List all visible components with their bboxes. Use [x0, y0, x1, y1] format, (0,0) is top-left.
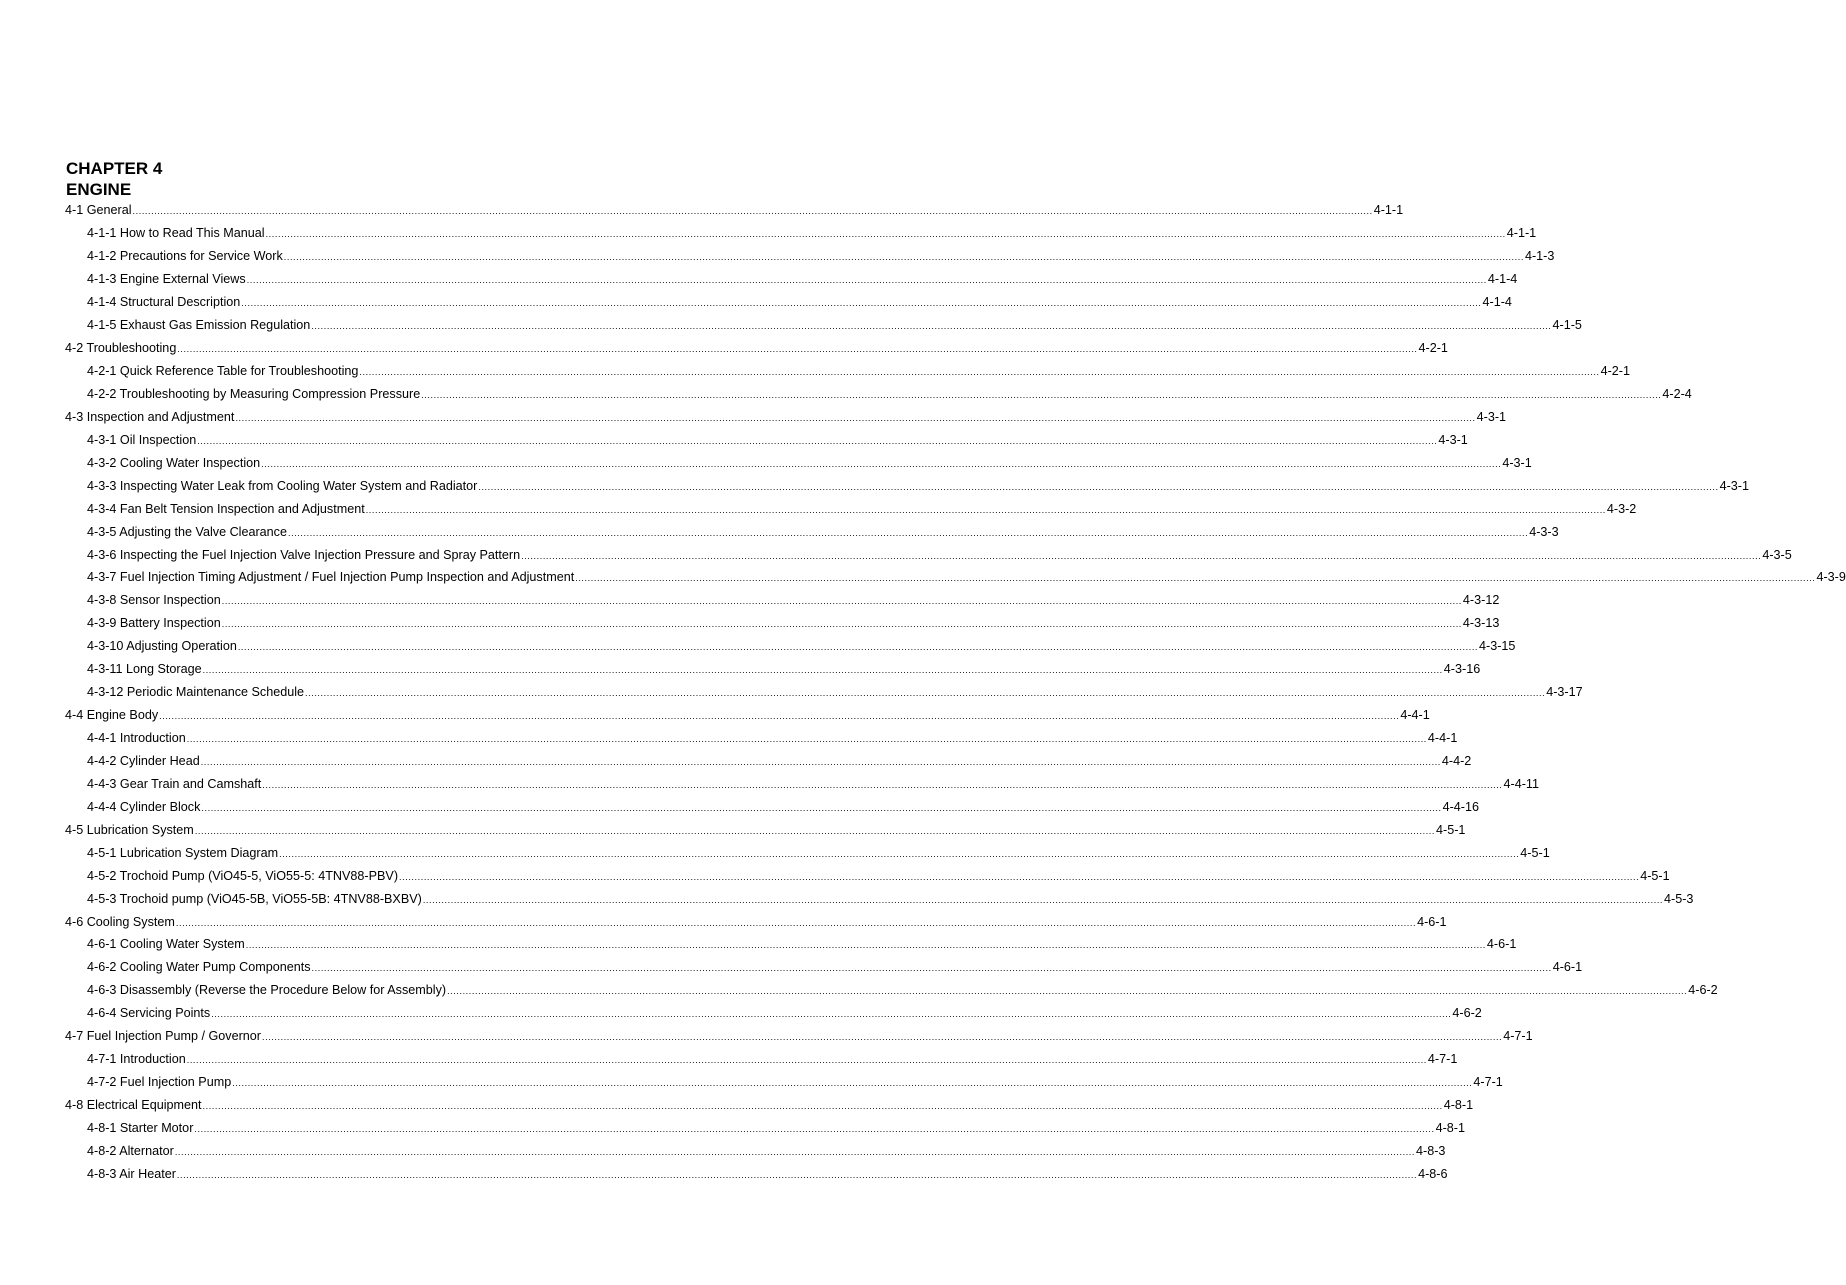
toc-entry-title: 4-4-2 Cylinder Head	[87, 753, 200, 768]
toc-entry-page: 4-7-1	[1503, 1029, 1533, 1044]
toc-entry[interactable]	[65, 1071, 1503, 1094]
dot-leader: ................................................................................................................................................................................................................................................................................................................................................................................................................	[311, 963, 1552, 974]
toc-entry-page: 4-3-1	[1476, 409, 1507, 424]
toc-entry-title: 4-1-1 How to Read This Manual	[87, 226, 265, 241]
dot-leader: ................................................................................................................................................................................................................................................................................................................................................................................................................	[422, 894, 1664, 905]
toc-entry-title: 4-1-5 Exhaust Gas Emission Regulation	[87, 318, 311, 333]
toc-entry[interactable]	[65, 864, 1670, 887]
dot-leader: ................................................................................................................................................................................................................................................................................................................................................................................................................	[232, 1078, 1473, 1089]
toc-entry-page: 4-1-1	[1506, 226, 1537, 241]
toc-entry[interactable]	[65, 887, 1694, 910]
toc-entry-title: 4-5-3 Trochoid pump (ViO45-5B, ViO55-5B: 4TNV88-BXBV)	[87, 891, 422, 906]
toc-entry-title: 4-6-2 Cooling Water Pump Components	[87, 960, 311, 975]
toc-entry[interactable]	[65, 979, 1718, 1002]
dot-leader: ................................................................................................................................................................................................................................................................................................................................................................................................................	[246, 275, 1487, 286]
toc-entry-title: 4-3-3 Inspecting Water Leak from Cooling Water System and Radiator	[87, 478, 478, 493]
toc-entry[interactable]	[65, 1048, 1458, 1071]
toc-entry-title: 4-8-2 Alternator	[87, 1143, 174, 1158]
toc-entry-page: 4-3-9	[1816, 570, 1846, 585]
dot-leader: ................................................................................................................................................................................................................................................................................................................................................................................................................	[202, 665, 1443, 676]
toc-entry-page: 4-4-1	[1400, 708, 1430, 723]
toc-entry[interactable]	[65, 566, 1846, 589]
dot-leader: ................................................................................................................................................................................................................................................................................................................................................................................................................	[245, 940, 1486, 951]
toc-entry[interactable]	[65, 451, 1532, 474]
dot-leader: ................................................................................................................................................................................................................................................................................................................................................................................................................	[132, 206, 1373, 217]
dot-leader: ................................................................................................................................................................................................................................................................................................................................................................................................................	[283, 252, 1524, 263]
toc-entry[interactable]	[65, 727, 1458, 750]
dot-leader: ................................................................................................................................................................................................................................................................................................................................................................................................................	[288, 527, 1529, 538]
toc-entry[interactable]	[65, 795, 1479, 818]
toc-entry-title: 4-7 Fuel Injection Pump / Governor	[65, 1029, 261, 1044]
toc-entry-title: 4-7-2 Fuel Injection Pump	[87, 1075, 232, 1090]
toc-entry-title: 4-3-4 Fan Belt Tension Inspection and Adjustment	[87, 501, 365, 516]
dot-leader: ................................................................................................................................................................................................................................................................................................................................................................................................................	[261, 458, 1502, 469]
toc-entry-title: 4-6-4 Servicing Points	[87, 1006, 211, 1021]
toc-entry-page: 4-3-2	[1606, 501, 1637, 516]
toc-entry-page: 4-3-3	[1529, 524, 1559, 539]
toc-entry-title: 4-4-4 Cylinder Block	[87, 799, 201, 814]
toc-entry-page: 4-1-5	[1552, 318, 1582, 333]
toc-entry-title: 4-5-2 Trochoid Pump (ViO45-5, ViO55-5: 4TNV88-PBV)	[87, 868, 399, 883]
toc-entry-page: 4-8-1	[1435, 1120, 1465, 1135]
dot-leader: ................................................................................................................................................................................................................................................................................................................................................................................................................	[279, 848, 1520, 859]
toc-entry-page: 4-5-1	[1640, 868, 1670, 883]
toc-entry-title: 4-6-1 Cooling Water System	[87, 937, 245, 952]
dot-leader: ................................................................................................................................................................................................................................................................................................................................................................................................................	[305, 688, 1546, 699]
toc-entry-page: 4-4-1	[1427, 731, 1458, 746]
toc-entry[interactable]	[65, 245, 1555, 268]
toc-entry[interactable]	[65, 428, 1468, 451]
toc-entry-title: 4-3-1 Oil Inspection	[87, 432, 197, 447]
toc-entry-page: 4-5-1	[1436, 822, 1466, 837]
dot-leader: ................................................................................................................................................................................................................................................................................................................................................................................................................	[235, 412, 1476, 423]
toc-entry-title: 4-4-3 Gear Train and Camshaft	[87, 776, 262, 791]
toc-entry[interactable]	[65, 1139, 1446, 1162]
toc-entry-title: 4-6-3 Disassembly (Reverse the Procedure Below for Assembly)	[87, 983, 447, 998]
dot-leader: ................................................................................................................................................................................................................................................................................................................................................................................................................	[221, 619, 1462, 630]
dot-leader: ................................................................................................................................................................................................................................................................................................................................................................................................................	[175, 917, 1417, 928]
toc-entry-title: 4-7-1 Introduction	[87, 1052, 186, 1067]
dot-leader: ................................................................................................................................................................................................................................................................................................................................................................................................................	[211, 1009, 1452, 1020]
toc-entry-title: 4-3-5 Adjusting the Valve Clearance	[87, 524, 287, 539]
toc-entry-title: 4-1-4 Structural Description	[87, 295, 241, 310]
toc-entry-title: 4-3-11 Long Storage	[87, 662, 202, 677]
toc-entry[interactable]	[65, 681, 1583, 704]
toc-entry-page: 4-7-1	[1427, 1052, 1458, 1067]
toc-entry[interactable]	[65, 612, 1500, 635]
toc-entry[interactable]	[65, 704, 1430, 727]
toc-entry[interactable]	[65, 360, 1630, 383]
toc-entry-page: 4-1-1	[1373, 203, 1404, 218]
toc-entry-page: 4-6-2	[1688, 983, 1718, 998]
toc-entry[interactable]	[65, 268, 1518, 291]
dot-leader: ................................................................................................................................................................................................................................................................................................................................................................................................................	[311, 321, 1552, 332]
toc-entry-title: 4-5 Lubrication System	[65, 822, 194, 837]
toc-entry[interactable]	[65, 497, 1637, 520]
toc-entry-page: 4-2-4	[1662, 386, 1692, 401]
dot-leader: ................................................................................................................................................................................................................................................................................................................................................................................................................	[359, 367, 1600, 378]
dot-leader: ................................................................................................................................................................................................................................................................................................................................................................................................................	[176, 1169, 1418, 1180]
table-of-contents	[65, 199, 1846, 1185]
toc-entry-page: 4-2-1	[1600, 364, 1630, 379]
toc-entry[interactable]	[65, 199, 1404, 222]
chapter-heading	[66, 158, 162, 200]
toc-entry[interactable]	[65, 841, 1550, 864]
toc-entry[interactable]	[65, 910, 1447, 933]
dot-leader: ................................................................................................................................................................................................................................................................................................................................................................................................................	[421, 389, 1662, 400]
toc-entry-page: 4-4-16	[1442, 799, 1479, 814]
toc-entry-title: 4-3-12 Periodic Maintenance Schedule	[87, 685, 305, 700]
toc-entry[interactable]	[65, 1162, 1448, 1185]
toc-entry[interactable]	[65, 956, 1583, 979]
dot-leader: ................................................................................................................................................................................................................................................................................................................................................................................................................	[262, 1032, 1503, 1043]
toc-entry[interactable]	[65, 405, 1507, 428]
toc-entry[interactable]	[65, 818, 1466, 841]
toc-entry-title: 4-1-2 Precautions for Service Work	[87, 249, 283, 264]
toc-entry-page: 4-4-2	[1441, 753, 1472, 768]
dot-leader: ................................................................................................................................................................................................................................................................................................................................................................................................................	[159, 711, 1400, 722]
toc-entry[interactable]	[65, 1025, 1533, 1048]
toc-entry[interactable]	[65, 383, 1692, 406]
toc-entry-page: 4-1-3	[1524, 249, 1555, 264]
toc-entry[interactable]	[65, 772, 1539, 795]
toc-entry-title: 4-1 General	[65, 203, 132, 218]
toc-entry-title: 4-8-1 Starter Motor	[87, 1120, 194, 1135]
toc-entry-title: 4-4 Engine Body	[65, 708, 159, 723]
toc-entry-page: 4-8-1	[1443, 1098, 1474, 1113]
dot-leader: ................................................................................................................................................................................................................................................................................................................................................................................................................	[478, 481, 1719, 492]
dot-leader: ................................................................................................................................................................................................................................................................................................................................................................................................................	[197, 435, 1438, 446]
toc-entry-page: 4-8-3	[1416, 1143, 1446, 1158]
dot-leader: ................................................................................................................................................................................................................................................................................................................................................................................................................	[186, 1055, 1427, 1066]
dot-leader: ................................................................................................................................................................................................................................................................................................................................................................................................................	[399, 871, 1640, 882]
toc-entry-title: 4-3-8 Sensor Inspection	[87, 593, 221, 608]
dot-leader: ................................................................................................................................................................................................................................................................................................................................................................................................................	[202, 1101, 1443, 1112]
toc-entry-title: 4-2-2 Troubleshooting by Measuring Compression Pressure	[87, 386, 421, 401]
toc-entry-title: 4-8-3 Air Heater	[87, 1166, 176, 1181]
toc-entry-title: 4-3-2 Cooling Water Inspection	[87, 455, 261, 470]
dot-leader: ................................................................................................................................................................................................................................................................................................................................................................................................................	[262, 779, 1503, 790]
toc-entry-page: 4-1-4	[1482, 295, 1512, 310]
toc-entry-page: 4-8-6	[1418, 1166, 1448, 1181]
toc-entry-title: 4-3-6 Inspecting the Fuel Injection Valve Injection Pressure and Spray Pattern	[87, 547, 521, 562]
dot-leader: ................................................................................................................................................................................................................................................................................................................................................................................................................	[521, 550, 1762, 561]
toc-entry-title: 4-3-7 Fuel Injection Timing Adjustment / Fuel Injection Pump Inspection and Adjustment	[87, 570, 575, 585]
toc-entry[interactable]	[65, 222, 1537, 245]
toc-entry[interactable]	[65, 474, 1749, 497]
toc-entry-page: 4-4-11	[1503, 776, 1539, 791]
toc-entry-title: 4-3-9 Battery Inspection	[87, 616, 221, 631]
dot-leader: ................................................................................................................................................................................................................................................................................................................................................................................................................	[365, 504, 1606, 515]
toc-entry-page: 4-3-12	[1462, 593, 1500, 608]
toc-entry[interactable]	[65, 291, 1512, 314]
toc-entry-page: 4-6-1	[1486, 937, 1517, 952]
toc-entry-title: 4-6 Cooling System	[65, 914, 175, 929]
toc-entry-page: 4-6-2	[1452, 1006, 1482, 1021]
toc-entry-page: 4-3-1	[1438, 432, 1468, 447]
toc-entry[interactable]	[65, 520, 1559, 543]
toc-entry-title: 4-3-10 Adjusting Operation	[87, 639, 237, 654]
toc-entry-page: 4-3-13	[1462, 616, 1500, 631]
dot-leader: ................................................................................................................................................................................................................................................................................................................................................................................................................	[177, 344, 1418, 355]
toc-entry-page: 4-2-1	[1418, 341, 1448, 356]
toc-entry[interactable]	[65, 635, 1516, 658]
toc-entry[interactable]	[65, 337, 1448, 360]
toc-entry[interactable]	[65, 314, 1582, 337]
dot-leader: ................................................................................................................................................................................................................................................................................................................................................................................................................	[194, 1123, 1435, 1134]
toc-entry-page: 4-3-15	[1479, 639, 1516, 654]
toc-entry-page: 4-3-5	[1762, 547, 1792, 562]
toc-entry-title: 4-8 Electrical Equipment	[65, 1098, 202, 1113]
toc-entry[interactable]	[65, 589, 1500, 612]
toc-entry-title: 4-1-3 Engine External Views	[87, 272, 246, 287]
toc-entry-title: 4-4-1 Introduction	[87, 731, 186, 746]
dot-leader: ................................................................................................................................................................................................................................................................................................................................................................................................................	[447, 986, 1688, 997]
toc-entry-page: 4-6-1	[1417, 914, 1447, 929]
dot-leader: ................................................................................................................................................................................................................................................................................................................................................................................................................	[221, 596, 1462, 607]
toc-entry-title: 4-2 Troubleshooting	[65, 341, 177, 356]
toc-entry[interactable]	[65, 1094, 1474, 1117]
toc-entry-title: 4-2-1 Quick Reference Table for Troubleshooting	[87, 364, 359, 379]
dot-leader: ................................................................................................................................................................................................................................................................................................................................................................................................................	[186, 734, 1427, 745]
dot-leader: ................................................................................................................................................................................................................................................................................................................................................................................................................	[237, 642, 1479, 653]
toc-entry[interactable]	[65, 933, 1517, 956]
chapter-title: ENGINE	[66, 180, 132, 199]
toc-entry[interactable]	[65, 750, 1472, 773]
toc-entry[interactable]	[65, 1002, 1482, 1025]
dot-leader: ................................................................................................................................................................................................................................................................................................................................................................................................................	[200, 756, 1441, 767]
dot-leader: ................................................................................................................................................................................................................................................................................................................................................................................................................	[241, 298, 1482, 309]
toc-entry-title: 4-3 Inspection and Adjustment	[65, 409, 235, 424]
toc-entry[interactable]	[65, 658, 1481, 681]
toc-entry[interactable]	[65, 543, 1792, 566]
toc-entry-title: 4-5-1 Lubrication System Diagram	[87, 845, 279, 860]
dot-leader: ................................................................................................................................................................................................................................................................................................................................................................................................................	[174, 1146, 1416, 1157]
toc-entry-page: 4-3-17	[1546, 685, 1583, 700]
dot-leader: ................................................................................................................................................................................................................................................................................................................................................................................................................	[575, 573, 1816, 584]
toc-entry-page: 4-6-1	[1552, 960, 1583, 975]
dot-leader: ................................................................................................................................................................................................................................................................................................................................................................................................................	[194, 825, 1436, 836]
toc-entry-page: 4-5-3	[1664, 891, 1694, 906]
toc-entry-page: 4-5-1	[1520, 845, 1550, 860]
toc-entry-page: 4-3-1	[1719, 478, 1749, 493]
toc-entry[interactable]	[65, 1117, 1465, 1140]
toc-entry-page: 4-7-1	[1473, 1075, 1503, 1090]
toc-entry-page: 4-3-16	[1443, 662, 1481, 677]
toc-entry-page: 4-1-4	[1487, 272, 1518, 287]
toc-entry-page: 4-3-1	[1502, 455, 1532, 470]
dot-leader: ................................................................................................................................................................................................................................................................................................................................................................................................................	[265, 229, 1506, 240]
chapter-number: CHAPTER 4	[66, 159, 163, 178]
dot-leader: ................................................................................................................................................................................................................................................................................................................................................................................................................	[201, 802, 1442, 813]
